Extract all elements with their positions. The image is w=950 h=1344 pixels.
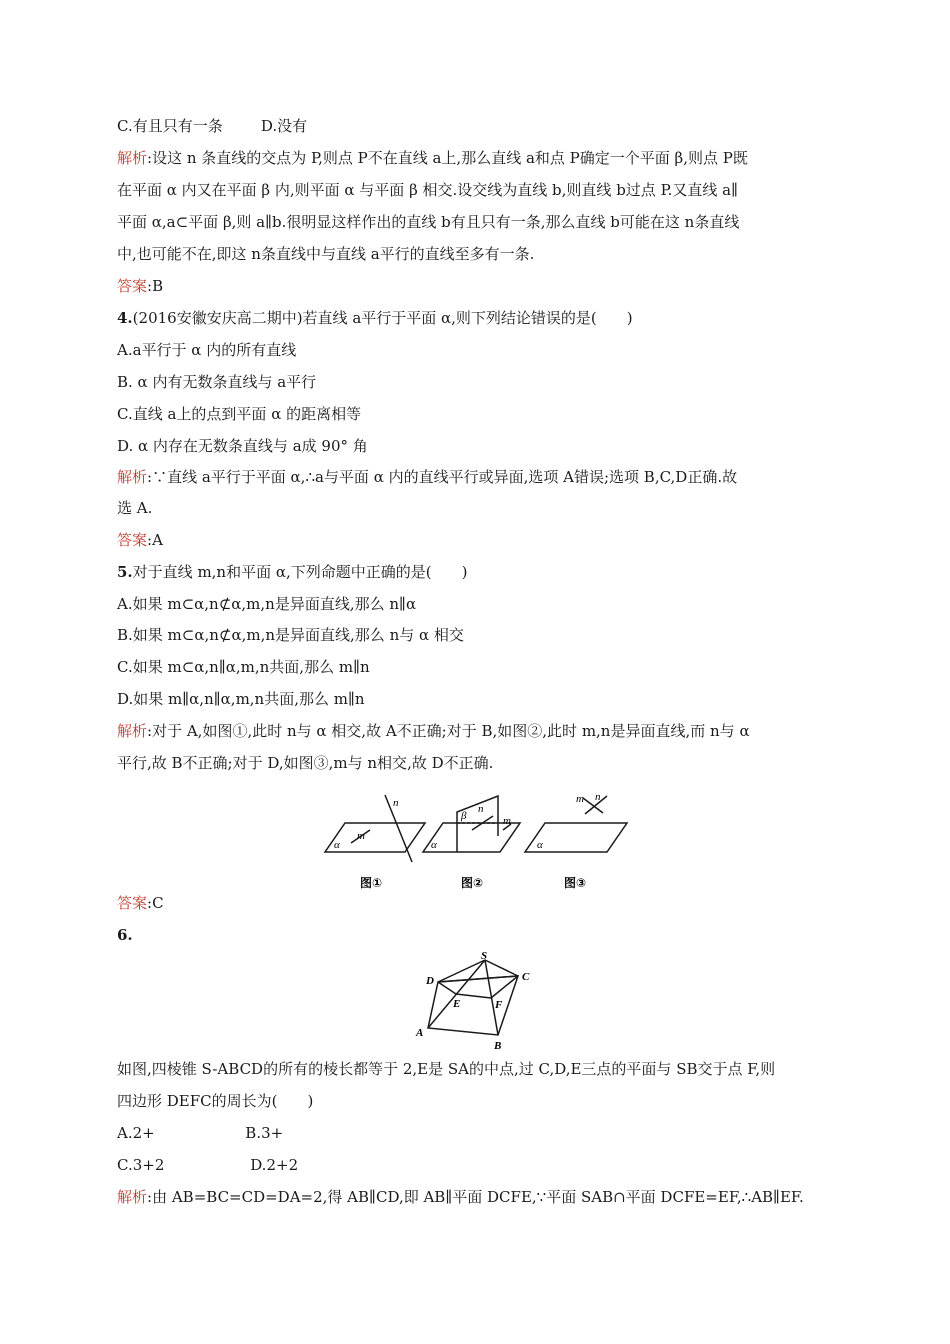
label-F: F xyxy=(495,999,503,1011)
q5-option-d: D.如果 m∥α,n∥α,m,n共面,那么 m∥n xyxy=(117,690,365,708)
q5-analysis-line-1: 解析:对于 A,如图①,此时 n与 α 相交,故 A不正确;对于 B,如图②,此时 m,n是异面直线,而 n与 α xyxy=(117,722,750,740)
fig2-label-beta: β xyxy=(461,810,467,822)
fig1-label-n: n xyxy=(393,797,399,809)
q5-option-c: C.如果 m⊂α,n∥α,m,n共面,那么 m∥n xyxy=(117,658,370,676)
q3-answer: 答案:B xyxy=(117,277,164,295)
fig2-label-m: m xyxy=(503,815,511,827)
label-E: E xyxy=(453,998,461,1010)
question-number: 4. xyxy=(117,309,133,327)
fig1-caption: 图① xyxy=(360,876,383,890)
q4-answer: 答案:A xyxy=(117,531,163,549)
label-D: D xyxy=(426,975,434,987)
fig3-label-n: n xyxy=(595,791,601,803)
analysis-label: 解析 xyxy=(117,1188,148,1206)
q3-analysis-line-1: 解析:设这 n 条直线的交点为 P,则点 P不在直线 a上,那么直线 a和点 P确定一个平面 β,则点 P既 xyxy=(117,149,748,167)
q3-analysis-line-4: 中,也可能不在,即这 n条直线中与直线 a平行的直线至多有一条. xyxy=(117,245,535,263)
label-C: C xyxy=(522,971,530,983)
q3-options-cd: C.有且只有一条 D.没有 xyxy=(117,117,308,135)
q6-stem-line-1: 如图,四棱锥 S-ABCD的所有的棱长都等于 2,E是 SA的中点,过 C,D,E三点的平面与 SB交于点 F,则 xyxy=(117,1060,776,1078)
label-S: S xyxy=(481,950,488,962)
q5-option-b: B.如果 m⊂α,n⊄α,m,n是异面直线,那么 n与 α 相交 xyxy=(117,626,464,644)
answer-label: 答案 xyxy=(117,277,148,295)
fig1-label-m: m xyxy=(357,830,365,842)
fig3-caption: 图③ xyxy=(564,876,587,890)
q4-option-c: C.直线 a上的点到平面 α 的距离相等 xyxy=(117,405,362,423)
q6-options-ab: A.2+ B.3+ xyxy=(117,1124,284,1142)
q6-pyramid-figure xyxy=(408,950,553,1060)
fig2-label-n: n xyxy=(478,803,484,815)
q3-analysis-line-2: 在平面 α 内又在平面 β 内,则平面 α 与平面 β 相交.设交线为直线 b,则直线 b过点 P.又直线 a∥ xyxy=(117,181,739,199)
fig3-label-m: m xyxy=(576,793,584,805)
q4-analysis-line-1: 解析:∵直线 a平行于平面 α,∴a与平面 α 内的直线平行或异面,选项 A错误;选项 B,C,D正确.故 xyxy=(117,468,738,486)
q4-option-d: D. α 内存在无数条直线与 a成 90° 角 xyxy=(117,437,368,455)
answer-label: 答案 xyxy=(117,894,148,912)
q5-answer: 答案:C xyxy=(117,894,164,912)
question-number: 5. xyxy=(117,563,133,581)
label-B: B xyxy=(494,1040,502,1052)
q6-analysis: 解析:由 AB=BC=CD=DA=2,得 AB∥CD,即 AB∥平面 DCFE,∵平面 SAB∩平面 DCFE=EF,∴AB∥EF. xyxy=(117,1188,804,1206)
q6-stem-line-2: 四边形 DEFC的周长为( ) xyxy=(117,1092,314,1110)
analysis-label: 解析 xyxy=(117,149,148,167)
q3-analysis-line-3: 平面 α,a⊂平面 β,则 a∥b.很明显这样作出的直线 b有且只有一条,那么直线 b可能在这 n条直线 xyxy=(117,213,740,231)
q6-options-cd: C.3+2 D.2+2 xyxy=(117,1156,299,1174)
q4-stem: 4.(2016安徽安庆高二期中)若直线 a平行于平面 α,则下列结论错误的是( ) xyxy=(117,309,633,327)
fig2-caption: 图② xyxy=(461,876,484,890)
fig2-label-alpha: α xyxy=(431,839,437,851)
fig3-label-alpha: α xyxy=(537,839,543,851)
q5-stem: 5.对于直线 m,n和平面 α,下列命题中正确的是( ) xyxy=(117,563,468,581)
label-A: A xyxy=(416,1027,424,1039)
analysis-label: 解析 xyxy=(117,468,148,486)
q4-analysis-line-2: 选 A. xyxy=(117,499,153,517)
q4-option-b: B. α 内有无数条直线与 a平行 xyxy=(117,373,317,391)
analysis-label: 解析 xyxy=(117,722,148,740)
q4-option-a: A.a平行于 α 内的所有直线 xyxy=(117,341,297,359)
q5-analysis-line-2: 平行,故 B不正确;对于 D,如图③,m与 n相交,故 D不正确. xyxy=(117,754,494,772)
fig1-label-alpha: α xyxy=(334,839,340,851)
q5-figures xyxy=(315,790,635,895)
q6-number: 6. xyxy=(117,926,133,944)
q5-option-a: A.如果 m⊂α,n⊄α,m,n是异面直线,那么 n∥α xyxy=(117,595,417,613)
answer-label: 答案 xyxy=(117,531,148,549)
figure-1 xyxy=(325,795,425,862)
